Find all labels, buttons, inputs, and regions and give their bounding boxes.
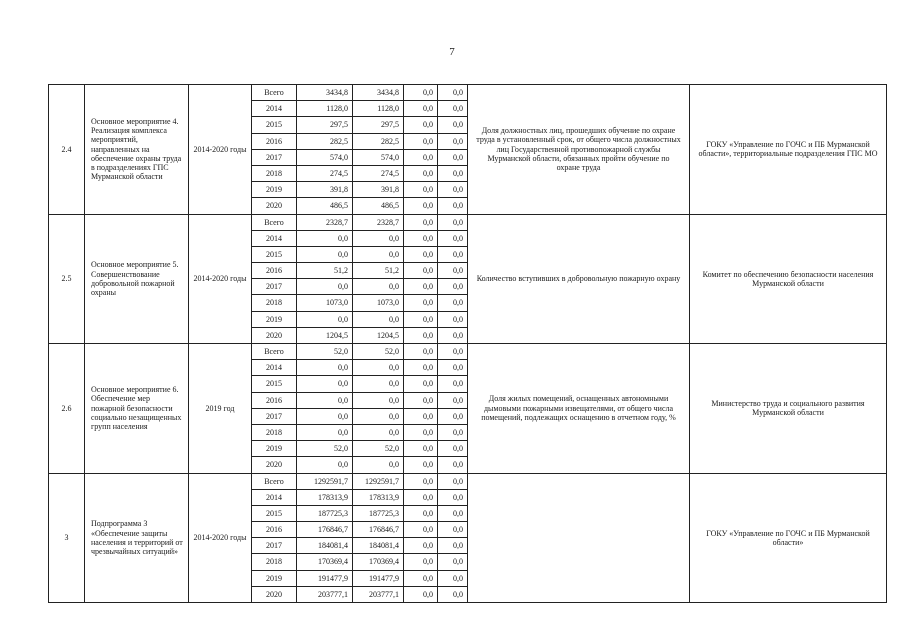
value-other: 0,0	[438, 360, 468, 376]
row-year: 2017	[252, 538, 297, 554]
value-federal: 0,0	[404, 489, 438, 505]
value-total: 486,5	[297, 198, 353, 214]
value-total: 0,0	[297, 392, 353, 408]
value-other: 0,0	[438, 376, 468, 392]
row-year: 2014	[252, 489, 297, 505]
value-federal: 0,0	[404, 149, 438, 165]
row-year: 2020	[252, 457, 297, 473]
value-regional: 170369,4	[353, 554, 404, 570]
value-total: 1073,0	[297, 295, 353, 311]
value-other: 0,0	[438, 214, 468, 230]
value-regional: 1292591,7	[353, 473, 404, 489]
item-name: Основное мероприятие 5. Совершенствование добровольной пожарной охраны	[85, 214, 189, 344]
value-other: 0,0	[438, 457, 468, 473]
value-total: 51,2	[297, 263, 353, 279]
value-regional: 0,0	[353, 360, 404, 376]
value-federal: 0,0	[404, 101, 438, 117]
value-other: 0,0	[438, 117, 468, 133]
item-number: 2.6	[49, 344, 85, 474]
item-number: 2.4	[49, 85, 85, 215]
item-executor: ГОКУ «Управление по ГОЧС и ПБ Мурманской области»	[690, 473, 887, 603]
row-year: 2015	[252, 117, 297, 133]
table-row	[49, 85, 887, 101]
item-executor: Министерство труда и социального развития Мурманской области	[690, 344, 887, 474]
row-year: 2020	[252, 198, 297, 214]
value-total: 0,0	[297, 230, 353, 246]
value-regional: 1073,0	[353, 295, 404, 311]
row-year: 2017	[252, 408, 297, 424]
value-total: 187725,3	[297, 505, 353, 521]
value-total: 0,0	[297, 246, 353, 262]
value-total: 170369,4	[297, 554, 353, 570]
value-federal: 0,0	[404, 473, 438, 489]
item-indicator: Доля жилых помещений, оснащенных автономными дымовыми пожарными извещателями, от общего числа помещений, подлежащих оснащению в отчетном году, %	[468, 344, 690, 474]
value-total: 191477,9	[297, 570, 353, 586]
value-total: 0,0	[297, 376, 353, 392]
value-federal: 0,0	[404, 344, 438, 360]
value-regional: 0,0	[353, 424, 404, 440]
value-regional: 3434,8	[353, 85, 404, 101]
value-regional: 51,2	[353, 263, 404, 279]
value-total: 0,0	[297, 424, 353, 440]
value-other: 0,0	[438, 198, 468, 214]
row-year: 2019	[252, 311, 297, 327]
row-year: Всего	[252, 85, 297, 101]
value-other: 0,0	[438, 230, 468, 246]
value-other: 0,0	[438, 327, 468, 343]
value-other: 0,0	[438, 85, 468, 101]
table-row	[49, 473, 887, 489]
row-year: 2016	[252, 263, 297, 279]
item-number: 2.5	[49, 214, 85, 344]
value-federal: 0,0	[404, 457, 438, 473]
row-year: Всего	[252, 214, 297, 230]
row-year: 2015	[252, 246, 297, 262]
item-executor: Комитет по обеспечению безопасности населения Мурманской области	[690, 214, 887, 344]
row-year: Всего	[252, 344, 297, 360]
value-other: 0,0	[438, 311, 468, 327]
row-year: 2018	[252, 295, 297, 311]
value-other: 0,0	[438, 441, 468, 457]
item-name: Подпрограмма 3 «Обеспечение защиты населения и территорий от чрезвычайных ситуаций»	[85, 473, 189, 603]
value-regional: 184081,4	[353, 538, 404, 554]
value-regional: 0,0	[353, 457, 404, 473]
value-federal: 0,0	[404, 522, 438, 538]
row-year: 2019	[252, 441, 297, 457]
value-other: 0,0	[438, 473, 468, 489]
value-federal: 0,0	[404, 133, 438, 149]
item-period: 2014-2020 годы	[189, 85, 252, 215]
value-total: 1292591,7	[297, 473, 353, 489]
value-other: 0,0	[438, 392, 468, 408]
value-total: 184081,4	[297, 538, 353, 554]
value-other: 0,0	[438, 570, 468, 586]
value-federal: 0,0	[404, 327, 438, 343]
value-regional: 0,0	[353, 279, 404, 295]
value-total: 0,0	[297, 279, 353, 295]
value-regional: 176846,7	[353, 522, 404, 538]
item-indicator: Количество вступивших в добровольную пожарную охрану	[468, 214, 690, 344]
row-year: 2020	[252, 586, 297, 602]
value-total: 1128,0	[297, 101, 353, 117]
row-year: Всего	[252, 473, 297, 489]
value-other: 0,0	[438, 586, 468, 602]
value-regional: 0,0	[353, 311, 404, 327]
value-federal: 0,0	[404, 246, 438, 262]
value-regional: 282,5	[353, 133, 404, 149]
value-federal: 0,0	[404, 376, 438, 392]
row-year: 2015	[252, 376, 297, 392]
value-total: 52,0	[297, 344, 353, 360]
value-other: 0,0	[438, 344, 468, 360]
value-federal: 0,0	[404, 117, 438, 133]
value-other: 0,0	[438, 489, 468, 505]
item-indicator: Доля должностных лиц, прошедших обучение по охране труда в установленный срок, от общего числа должностных лиц Государственной противопожарной службы Мурманской области, обязанных пройти обучение по охране труда	[468, 85, 690, 215]
row-year: 2016	[252, 133, 297, 149]
value-regional: 52,0	[353, 441, 404, 457]
value-federal: 0,0	[404, 279, 438, 295]
value-other: 0,0	[438, 246, 468, 262]
value-regional: 391,8	[353, 182, 404, 198]
value-total: 0,0	[297, 311, 353, 327]
value-regional: 191477,9	[353, 570, 404, 586]
value-federal: 0,0	[404, 182, 438, 198]
value-total: 391,8	[297, 182, 353, 198]
value-total: 2328,7	[297, 214, 353, 230]
item-period: 2014-2020 годы	[189, 473, 252, 603]
value-federal: 0,0	[404, 295, 438, 311]
value-regional: 297,5	[353, 117, 404, 133]
row-year: 2017	[252, 279, 297, 295]
value-federal: 0,0	[404, 85, 438, 101]
value-other: 0,0	[438, 101, 468, 117]
value-regional: 187725,3	[353, 505, 404, 521]
row-year: 2014	[252, 360, 297, 376]
row-year: 2014	[252, 101, 297, 117]
value-regional: 0,0	[353, 376, 404, 392]
value-total: 178313,9	[297, 489, 353, 505]
table-body	[49, 85, 887, 603]
value-other: 0,0	[438, 182, 468, 198]
value-regional: 0,0	[353, 408, 404, 424]
value-total: 203777,1	[297, 586, 353, 602]
row-year: 2018	[252, 424, 297, 440]
value-total: 176846,7	[297, 522, 353, 538]
table-row	[49, 214, 887, 230]
item-name: Основное мероприятие 4. Реализация комплекса мероприятий, направленных на обеспечение охраны труда в подразделениях ГПС Мурманской области	[85, 85, 189, 215]
value-total: 0,0	[297, 408, 353, 424]
value-federal: 0,0	[404, 441, 438, 457]
value-federal: 0,0	[404, 311, 438, 327]
value-federal: 0,0	[404, 214, 438, 230]
value-other: 0,0	[438, 538, 468, 554]
value-federal: 0,0	[404, 165, 438, 181]
value-federal: 0,0	[404, 554, 438, 570]
value-federal: 0,0	[404, 424, 438, 440]
value-federal: 0,0	[404, 230, 438, 246]
page-number: 7	[449, 46, 455, 58]
value-total: 3434,8	[297, 85, 353, 101]
value-total: 1204,5	[297, 327, 353, 343]
value-regional: 52,0	[353, 344, 404, 360]
row-year: 2017	[252, 149, 297, 165]
item-name: Основное мероприятие 6. Обеспечение мер пожарной безопасности социально незащищенных групп населения	[85, 344, 189, 474]
row-year: 2019	[252, 182, 297, 198]
item-period: 2014-2020 годы	[189, 214, 252, 344]
value-federal: 0,0	[404, 408, 438, 424]
row-year: 2016	[252, 522, 297, 538]
row-year: 2015	[252, 505, 297, 521]
value-other: 0,0	[438, 263, 468, 279]
row-year: 2016	[252, 392, 297, 408]
value-regional: 203777,1	[353, 586, 404, 602]
value-other: 0,0	[438, 279, 468, 295]
value-regional: 0,0	[353, 230, 404, 246]
value-federal: 0,0	[404, 198, 438, 214]
value-federal: 0,0	[404, 263, 438, 279]
item-executor: ГОКУ «Управление по ГОЧС и ПБ Мурманской области», территориальные подразделения ГПС МО	[690, 85, 887, 215]
value-total: 52,0	[297, 441, 353, 457]
value-total: 574,0	[297, 149, 353, 165]
value-total: 0,0	[297, 360, 353, 376]
value-regional: 486,5	[353, 198, 404, 214]
value-regional: 1204,5	[353, 327, 404, 343]
value-regional: 178313,9	[353, 489, 404, 505]
value-total: 0,0	[297, 457, 353, 473]
item-indicator	[468, 473, 690, 603]
value-other: 0,0	[438, 149, 468, 165]
row-year: 2020	[252, 327, 297, 343]
value-other: 0,0	[438, 165, 468, 181]
row-year: 2018	[252, 554, 297, 570]
value-total: 282,5	[297, 133, 353, 149]
value-regional: 1128,0	[353, 101, 404, 117]
value-federal: 0,0	[404, 392, 438, 408]
value-federal: 0,0	[404, 538, 438, 554]
table-row	[49, 344, 887, 360]
row-year: 2019	[252, 570, 297, 586]
value-other: 0,0	[438, 295, 468, 311]
value-federal: 0,0	[404, 505, 438, 521]
row-year: 2018	[252, 165, 297, 181]
item-period: 2019 год	[189, 344, 252, 474]
program-table	[48, 84, 887, 603]
value-total: 274,5	[297, 165, 353, 181]
value-regional: 274,5	[353, 165, 404, 181]
value-regional: 0,0	[353, 246, 404, 262]
value-regional: 574,0	[353, 149, 404, 165]
value-total: 297,5	[297, 117, 353, 133]
value-other: 0,0	[438, 408, 468, 424]
value-federal: 0,0	[404, 570, 438, 586]
item-number: 3	[49, 473, 85, 603]
value-other: 0,0	[438, 554, 468, 570]
value-regional: 2328,7	[353, 214, 404, 230]
value-other: 0,0	[438, 424, 468, 440]
row-year: 2014	[252, 230, 297, 246]
value-other: 0,0	[438, 505, 468, 521]
value-other: 0,0	[438, 133, 468, 149]
value-other: 0,0	[438, 522, 468, 538]
value-federal: 0,0	[404, 360, 438, 376]
value-federal: 0,0	[404, 586, 438, 602]
value-regional: 0,0	[353, 392, 404, 408]
